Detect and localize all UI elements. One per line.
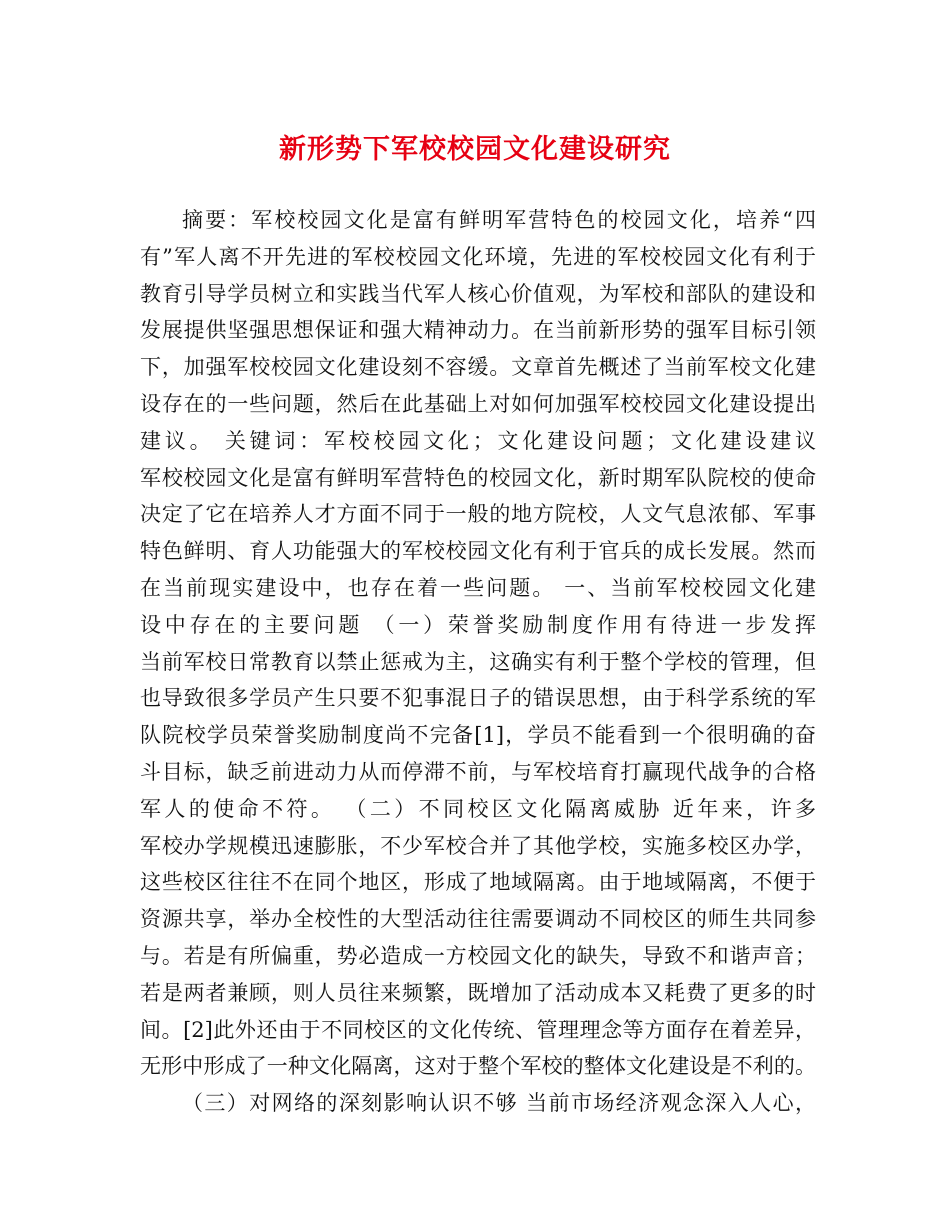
body-line: 在当前现实建设中，也存在着一些问题。 一、当前军校校园文化建 <box>140 575 816 600</box>
body-line: 无形中形成了一种文化隔离，这对于整个军校的整体文化建设是不利的。 <box>140 1054 816 1079</box>
body-line: （三）对网络的深刻影响认识不够 当前市场经济观念深入人心， <box>182 1091 816 1116</box>
body-line: 设中存在的主要问题 （一）荣誉奖励制度作用有待进一步发挥 <box>140 612 816 637</box>
document-body <box>140 202 816 1122</box>
document-title: 新形势下军校校园文化建设研究 <box>279 134 671 165</box>
body-line: 军校办学规模迅速膨胀，不少军校合并了其他学校，实施多校区办学， <box>140 833 816 858</box>
body-line: 有”军人离不开先进的军校校园文化环境，先进的军校校园文化有利于 <box>140 244 816 269</box>
body-line: 军校校园文化是富有鲜明军营特色的校园文化，新时期军队院校的使命 <box>140 465 816 490</box>
body-line: 当前军校日常教育以禁止惩戒为主，这确实有利于整个学校的管理，但 <box>140 649 816 674</box>
body-line: 与。若是有所偏重，势必造成一方校园文化的缺失，导致不和谐声音； <box>140 943 816 968</box>
body-line: 也导致很多学员产生只要不犯事混日子的错误思想，由于科学系统的军 <box>140 686 816 711</box>
body-line: 资源共享，举办全校性的大型活动往往需要调动不同校区的师生共同参 <box>140 907 816 932</box>
body-line: 下，加强军校校园文化建设刻不容缓。文章首先概述了当前军校文化建 <box>140 355 816 380</box>
body-line: 队院校学员荣誉奖励制度尚不完备[1]，学员不能看到一个很明确的奋 <box>140 723 816 748</box>
body-line: 特色鲜明、育人功能强大的军校校园文化有利于官兵的成长发展。然而 <box>140 539 816 564</box>
body-line: 设存在的一些问题，然后在此基础上对如何加强军校校园文化建设提出 <box>140 391 816 416</box>
body-line: 若是两者兼顾，则人员往来频繁，既增加了活动成本又耗费了更多的时 <box>140 980 816 1005</box>
body-line: 军人的使命不符。 （二）不同校区文化隔离威胁 近年来，许多 <box>140 796 816 821</box>
body-line: 发展提供坚强思想保证和强大精神动力。在当前新形势的强军目标引领 <box>140 318 816 343</box>
body-line: 摘要：军校校园文化是富有鲜明军营特色的校园文化，培养“四 <box>182 208 816 232</box>
body-line: 决定了它在培养人才方面不同于一般的地方院校，人文气息浓郁、军事 <box>140 502 816 527</box>
body-line: 斗目标，缺乏前进动力从而停滞不前，与军校培育打赢现代战争的合格 <box>140 759 816 784</box>
body-line: 间。[2]此外还由于不同校区的文化传统、管理理念等方面存在着差异， <box>140 1017 816 1042</box>
body-line: 这些校区往往不在同个地区，形成了地域隔离。由于地域隔离，不便于 <box>140 870 816 895</box>
body-line: 建议。 关键词：军校校园文化；文化建设问题；文化建设建议 <box>140 428 816 453</box>
body-line: 教育引导学员树立和实践当代军人核心价值观，为军校和部队的建设和 <box>140 281 816 306</box>
